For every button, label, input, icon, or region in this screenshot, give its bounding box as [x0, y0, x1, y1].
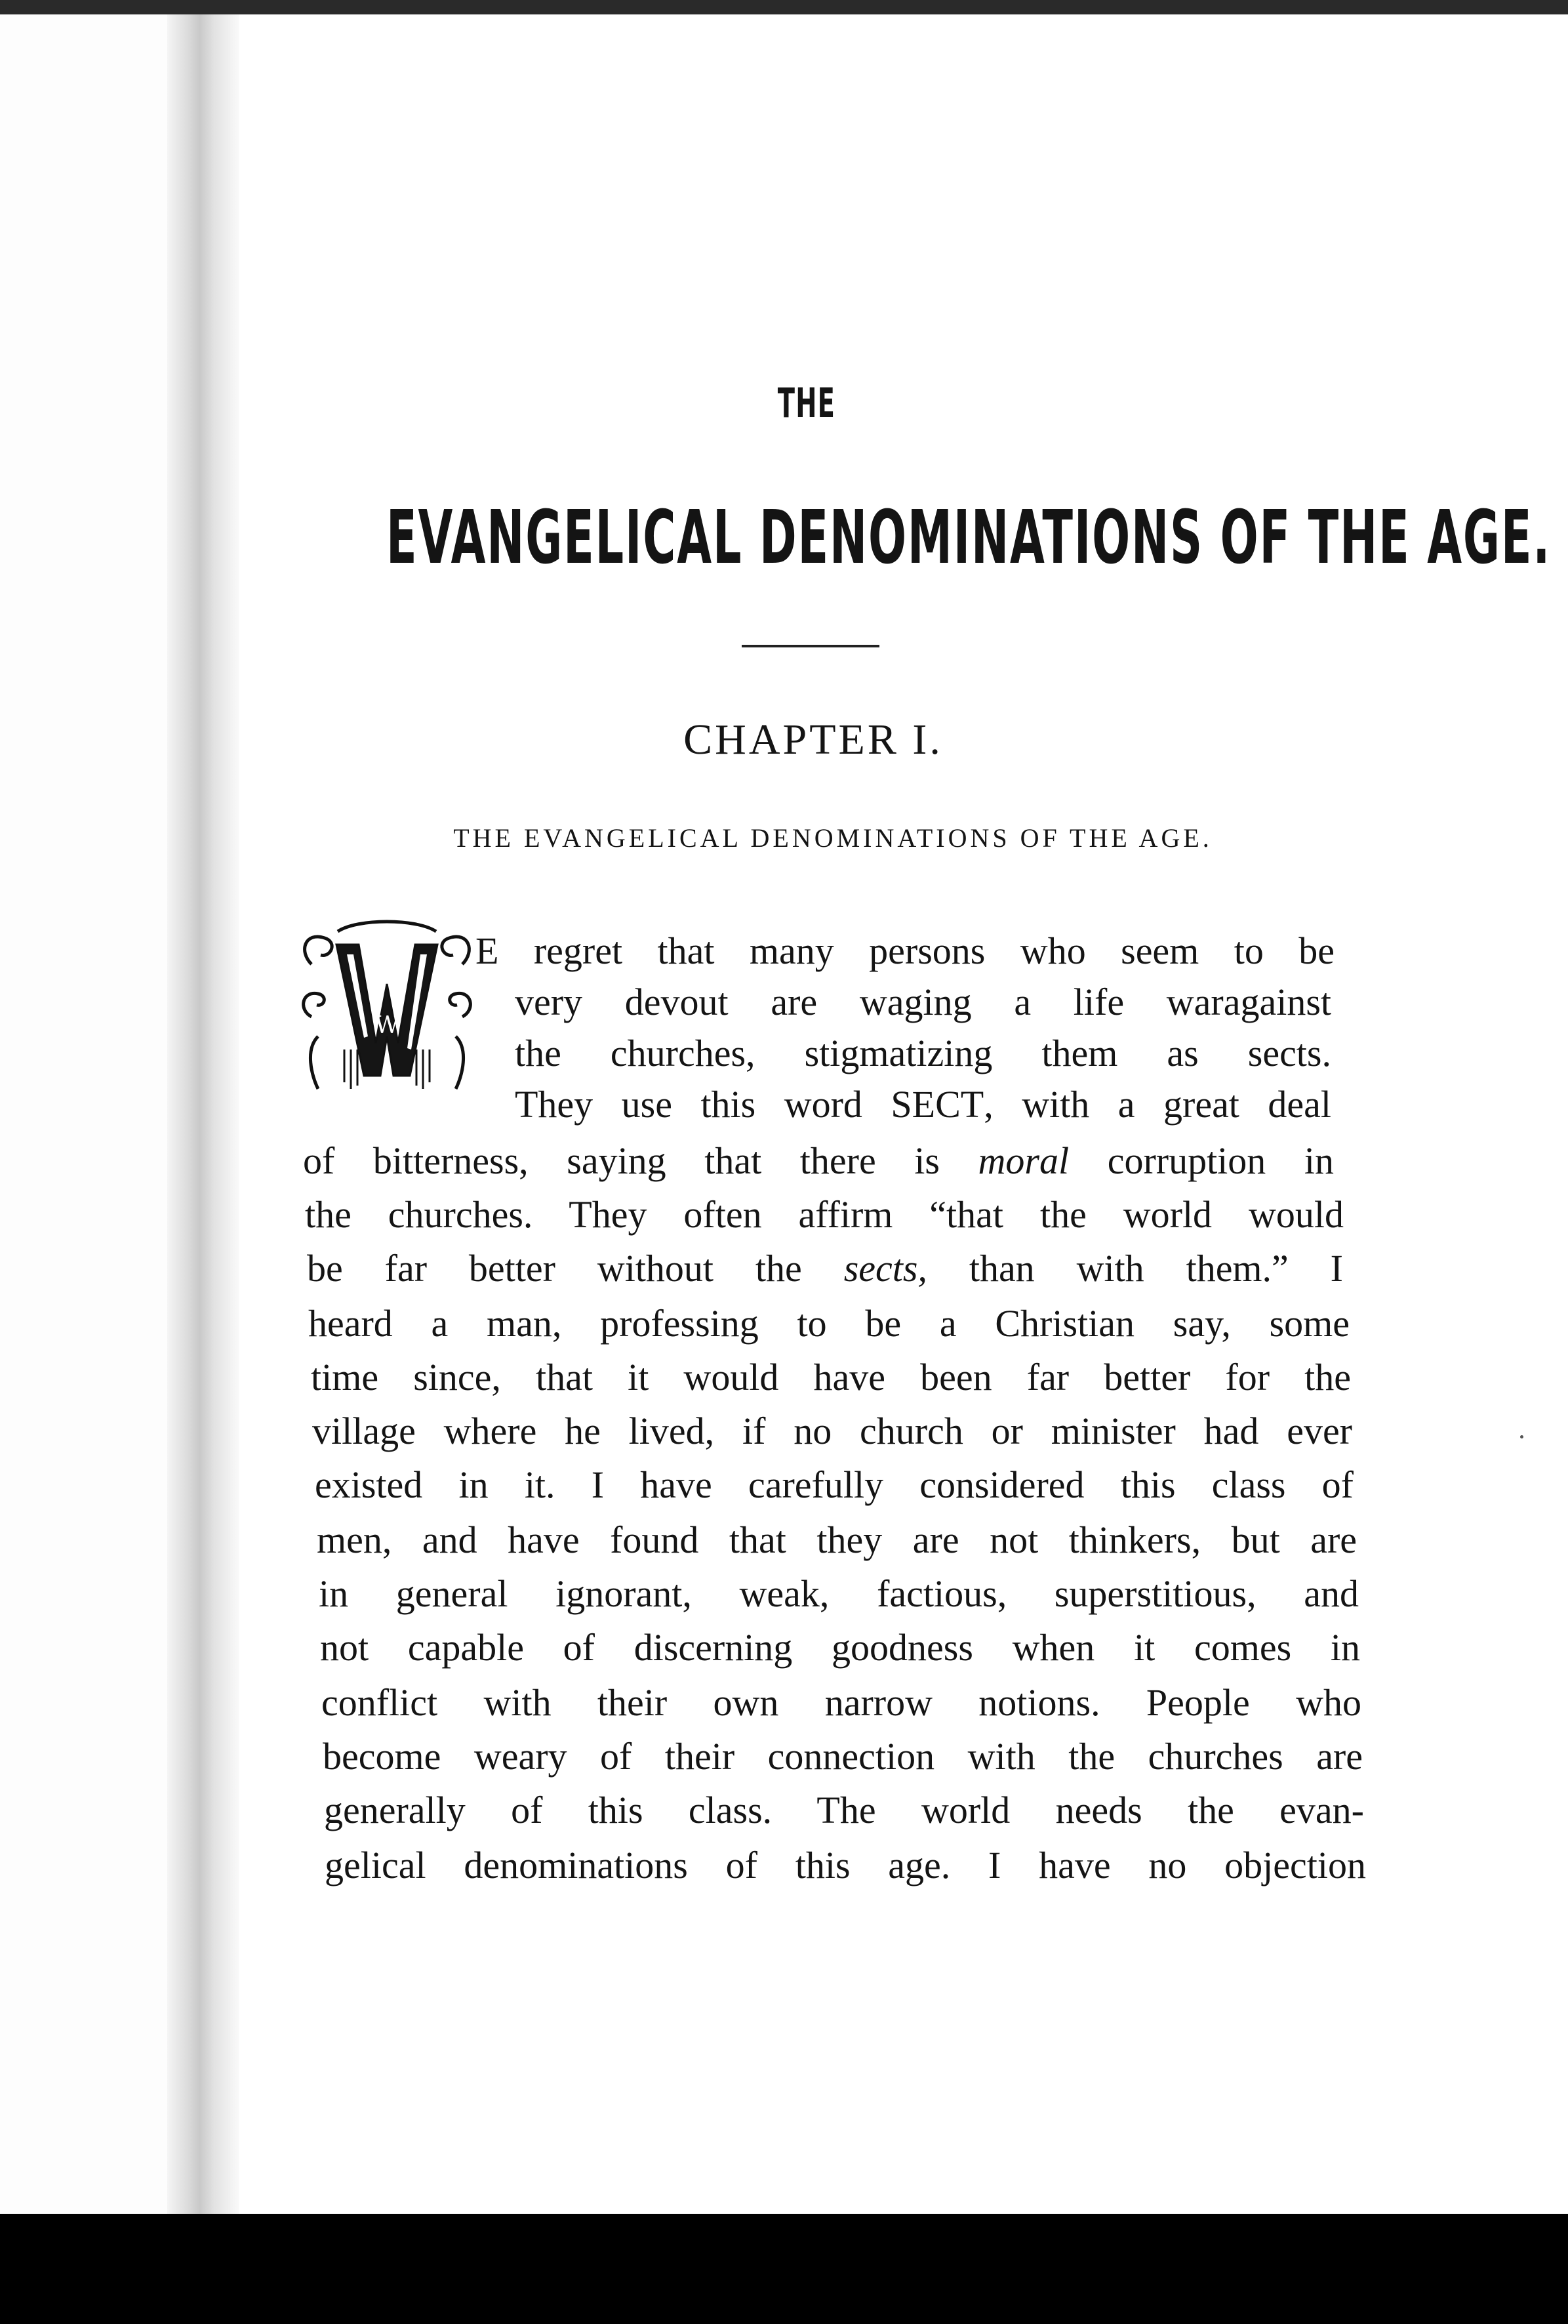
body-line: not capable of discerning goodness when it comes in: [320, 1626, 1360, 1669]
drop-cap-letter: W: [374, 1012, 399, 1039]
scan-top-edge: [0, 0, 1568, 14]
left-page-margin: [0, 14, 172, 2214]
title-rule: [742, 645, 879, 647]
body-line: very devout are waging a life waragainst: [515, 981, 1331, 1023]
ornamental-drop-cap-icon: [298, 918, 475, 1115]
body-line: in general ignorant, weak, factious, superstitious, and: [319, 1572, 1359, 1615]
body-line: become weary of their connection with the churches are: [323, 1735, 1363, 1778]
body-line: existed in it. I have carefully considered this class of: [315, 1463, 1354, 1506]
body-line: the churches, stigmatizing them as sects.: [515, 1032, 1331, 1074]
body-line: gelical denominations of this age. I have no objection: [325, 1844, 1366, 1886]
body-line: heard a man, professing to be a Christian say, some: [308, 1302, 1350, 1345]
body-line: of bitterness, saying that there is moral corruption in: [303, 1139, 1334, 1182]
body-line: They use this word SECT, with a great deal: [515, 1083, 1331, 1126]
body-line: time since, that it would have been far better for the: [311, 1356, 1351, 1398]
chapter-subtitle: THE EVANGELICAL DENOMINATIONS OF THE AGE.: [453, 823, 1213, 853]
scan-bottom-edge: [0, 2214, 1568, 2324]
body-line: E regret that many persons who seem to be: [475, 929, 1335, 972]
body-line: village where he lived, if no church or minister had ever: [312, 1410, 1352, 1452]
body-line: be far better without the sects, than with them.” I: [307, 1247, 1343, 1290]
body-line: generally of this class. The world needs the evan-: [324, 1789, 1364, 1831]
book-title: EVANGELICAL DENOMINATIONS OF THE AGE.: [386, 495, 1552, 581]
body-line: conflict with their own narrow notions. People who: [321, 1681, 1361, 1724]
running-title-the: THE: [777, 379, 836, 427]
scan-speck: [1520, 1435, 1523, 1438]
body-line: men, and have found that they are not thinkers, but are: [317, 1519, 1357, 1561]
body-line: the churches. They often affirm “that the world would: [305, 1193, 1344, 1236]
book-gutter-shadow: [167, 14, 239, 2214]
chapter-heading: CHAPTER I.: [683, 716, 943, 764]
